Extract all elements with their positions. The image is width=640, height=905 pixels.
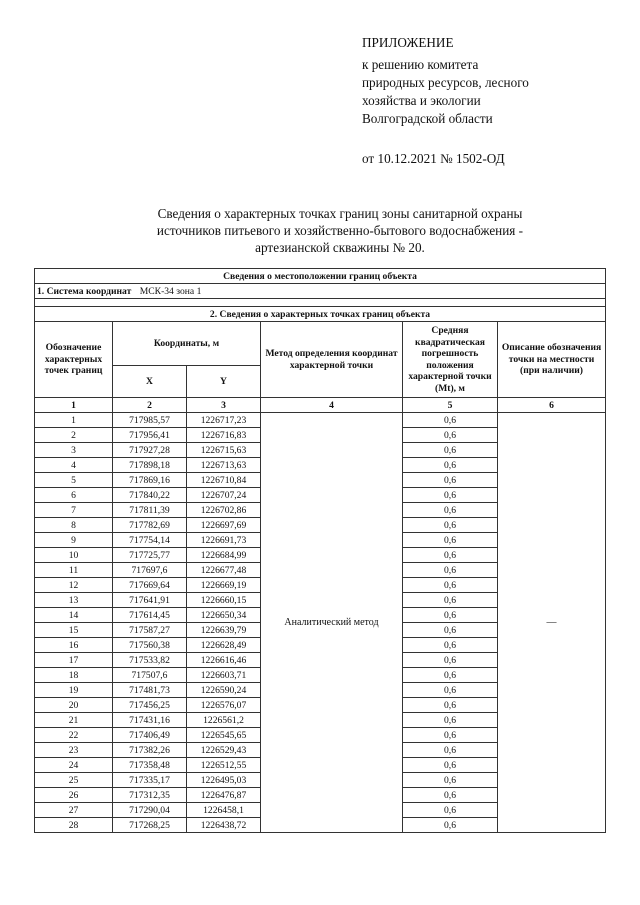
coord-y: 1226561,2 [187, 713, 261, 728]
point-number: 26 [35, 788, 113, 803]
accuracy-value: 0,6 [403, 818, 498, 833]
point-number: 16 [35, 638, 113, 653]
coord-x: 717811,39 [113, 503, 187, 518]
coord-y: 1226545,65 [187, 728, 261, 743]
point-number: 1 [35, 413, 113, 428]
point-number: 15 [35, 623, 113, 638]
point-number: 28 [35, 818, 113, 833]
header-description: Описание обозначения точки на местности (при наличии) [498, 322, 606, 398]
coord-x: 717560,38 [113, 638, 187, 653]
point-number: 10 [35, 548, 113, 563]
point-number: 17 [35, 653, 113, 668]
point-number: 19 [35, 683, 113, 698]
coord-y: 1226697,69 [187, 518, 261, 533]
point-number: 14 [35, 608, 113, 623]
spacer-row [35, 299, 606, 307]
accuracy-value: 0,6 [403, 413, 498, 428]
accuracy-value: 0,6 [403, 533, 498, 548]
point-number: 27 [35, 803, 113, 818]
coord-y: 1226628,49 [187, 638, 261, 653]
table-row [35, 413, 606, 428]
accuracy-value: 0,6 [403, 623, 498, 638]
col-number: 5 [403, 398, 498, 413]
accuracy-value: 0,6 [403, 638, 498, 653]
point-number: 4 [35, 458, 113, 473]
coord-y: 1226716,83 [187, 428, 261, 443]
coord-system-row [35, 284, 606, 299]
col-number: 3 [187, 398, 261, 413]
coord-y: 1226707,24 [187, 488, 261, 503]
point-number: 22 [35, 728, 113, 743]
accuracy-value: 0,6 [403, 773, 498, 788]
coord-y: 1226710,84 [187, 473, 261, 488]
header-accuracy: Средняя квадратическая погрешность положения характерной точки (Mt), м [403, 322, 498, 398]
coord-x: 717927,28 [113, 443, 187, 458]
coord-x: 717725,77 [113, 548, 187, 563]
coord-x: 717869,16 [113, 473, 187, 488]
header-point: Обозначение характерных точек границ [35, 322, 113, 398]
document-title [70, 205, 610, 256]
section-location-header: Сведения о местоположении границ объекта [35, 269, 606, 284]
coord-y: 1226438,72 [187, 818, 261, 833]
coord-y: 1226660,15 [187, 593, 261, 608]
header-method: Метод определения координат характерной точки [261, 322, 403, 398]
accuracy-value: 0,6 [403, 683, 498, 698]
coord-y: 1226713,63 [187, 458, 261, 473]
point-number: 2 [35, 428, 113, 443]
coord-x: 717481,73 [113, 683, 187, 698]
accuracy-value: 0,6 [403, 713, 498, 728]
header-x: X [113, 366, 187, 398]
coord-x: 717382,26 [113, 743, 187, 758]
coord-x: 717358,48 [113, 758, 187, 773]
point-number: 12 [35, 578, 113, 593]
coord-x: 717456,25 [113, 698, 187, 713]
point-number: 7 [35, 503, 113, 518]
coord-system-value: МСК-34 зона 1 [139, 285, 202, 297]
coord-x: 717754,14 [113, 533, 187, 548]
coord-system-label: 1. Система координат [37, 285, 132, 297]
coord-x: 717312,35 [113, 788, 187, 803]
document-title-line: источников питьевого и хозяйственно-бытового водоснабжения - [156, 223, 524, 238]
point-number: 3 [35, 443, 113, 458]
point-number: 21 [35, 713, 113, 728]
col-number: 6 [498, 398, 606, 413]
point-number: 8 [35, 518, 113, 533]
accuracy-value: 0,6 [403, 668, 498, 683]
coord-x: 717985,57 [113, 413, 187, 428]
appendix-block [362, 34, 622, 168]
point-number: 5 [35, 473, 113, 488]
col-number: 2 [113, 398, 187, 413]
accuracy-value: 0,6 [403, 473, 498, 488]
accuracy-value: 0,6 [403, 743, 498, 758]
description-cell: — [498, 413, 606, 833]
accuracy-value: 0,6 [403, 788, 498, 803]
coord-x: 717840,22 [113, 488, 187, 503]
col-number: 4 [261, 398, 403, 413]
header-y: Y [187, 366, 261, 398]
appendix-line: хозяйства и экологии [362, 93, 481, 108]
method-cell: Аналитический метод [261, 413, 403, 833]
coord-x: 717507,6 [113, 668, 187, 683]
coord-y: 1226717,23 [187, 413, 261, 428]
accuracy-value: 0,6 [403, 608, 498, 623]
coord-y: 1226691,73 [187, 533, 261, 548]
coord-x: 717641,91 [113, 593, 187, 608]
coord-x: 717587,27 [113, 623, 187, 638]
appendix-line: Волгоградской области [362, 111, 493, 126]
point-number: 11 [35, 563, 113, 578]
appendix-line: к решению комитета [362, 57, 479, 72]
coord-y: 1226684,99 [187, 548, 261, 563]
appendix-line: природных ресурсов, лесного [362, 75, 529, 90]
accuracy-value: 0,6 [403, 443, 498, 458]
coord-y: 1226476,87 [187, 788, 261, 803]
coord-x: 717956,41 [113, 428, 187, 443]
coord-y: 1226458,1 [187, 803, 261, 818]
coord-x: 717898,18 [113, 458, 187, 473]
accuracy-value: 0,6 [403, 653, 498, 668]
coord-y: 1226603,71 [187, 668, 261, 683]
coord-y: 1226677,48 [187, 563, 261, 578]
coord-y: 1226715,63 [187, 443, 261, 458]
coord-y: 1226616,46 [187, 653, 261, 668]
accuracy-value: 0,6 [403, 458, 498, 473]
point-number: 20 [35, 698, 113, 713]
point-number: 9 [35, 533, 113, 548]
section-points-header: 2. Сведения о характерных точках границ объекта [35, 307, 606, 322]
coord-y: 1226669,19 [187, 578, 261, 593]
accuracy-value: 0,6 [403, 563, 498, 578]
col-number: 1 [35, 398, 113, 413]
document-title-line: артезианской скважины № 20. [255, 240, 425, 255]
point-number: 23 [35, 743, 113, 758]
appendix-date: от 10.12.2021 № 1502-ОД [362, 151, 505, 166]
accuracy-value: 0,6 [403, 728, 498, 743]
coord-y: 1226590,24 [187, 683, 261, 698]
coord-x: 717335,17 [113, 773, 187, 788]
coord-y: 1226702,86 [187, 503, 261, 518]
coordinates-table [34, 268, 606, 833]
accuracy-value: 0,6 [403, 803, 498, 818]
point-number: 18 [35, 668, 113, 683]
coord-y: 1226639,79 [187, 623, 261, 638]
document-title-line: Сведения о характерных точках границ зоны санитарной охраны [157, 206, 523, 221]
point-number: 6 [35, 488, 113, 503]
coord-x: 717614,45 [113, 608, 187, 623]
coord-y: 1226512,55 [187, 758, 261, 773]
accuracy-value: 0,6 [403, 578, 498, 593]
accuracy-value: 0,6 [403, 428, 498, 443]
accuracy-value: 0,6 [403, 548, 498, 563]
header-coords: Координаты, м [113, 322, 261, 366]
point-number: 13 [35, 593, 113, 608]
accuracy-value: 0,6 [403, 488, 498, 503]
coord-x: 717669,64 [113, 578, 187, 593]
appendix-title: ПРИЛОЖЕНИЕ [362, 35, 454, 50]
coord-x: 717268,25 [113, 818, 187, 833]
accuracy-value: 0,6 [403, 593, 498, 608]
coord-x: 717290,04 [113, 803, 187, 818]
accuracy-value: 0,6 [403, 503, 498, 518]
coord-x: 717431,16 [113, 713, 187, 728]
coord-x: 717406,49 [113, 728, 187, 743]
accuracy-value: 0,6 [403, 518, 498, 533]
coord-x: 717533,82 [113, 653, 187, 668]
point-number: 25 [35, 773, 113, 788]
coord-x: 717697,6 [113, 563, 187, 578]
coord-y: 1226650,34 [187, 608, 261, 623]
coord-y: 1226529,43 [187, 743, 261, 758]
coord-y: 1226576,07 [187, 698, 261, 713]
coord-y: 1226495,03 [187, 773, 261, 788]
point-number: 24 [35, 758, 113, 773]
accuracy-value: 0,6 [403, 758, 498, 773]
coord-x: 717782,69 [113, 518, 187, 533]
accuracy-value: 0,6 [403, 698, 498, 713]
